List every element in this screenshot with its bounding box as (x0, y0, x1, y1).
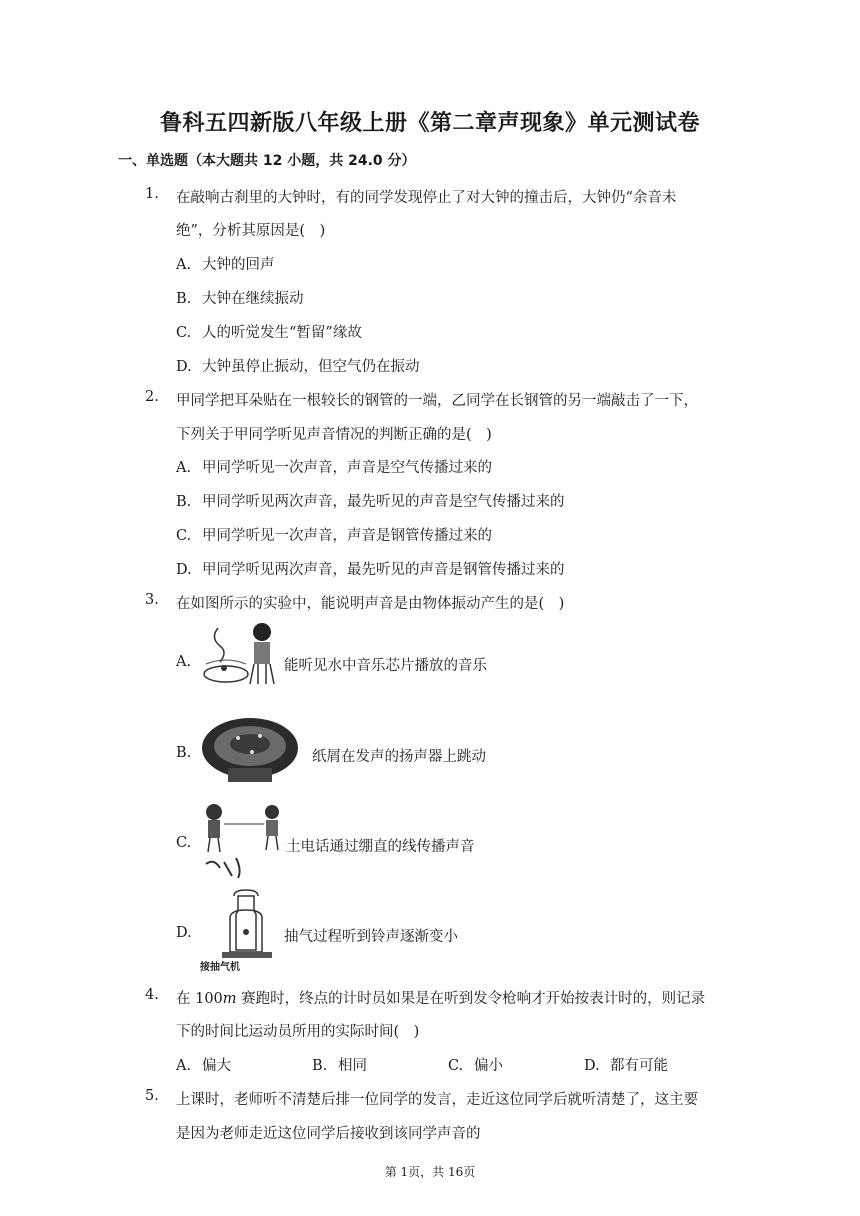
option-text: 甲同学听见一次声音，声音是空气传播过来的 (202, 460, 492, 476)
question-number: 2. (145, 389, 159, 405)
question-text-part: 赛跑时，终点的计时员如果是在听到发令枪响才开始按表计时的，则记录 (236, 991, 706, 1007)
option-letter: A. (176, 257, 192, 273)
option-text: 相同 (338, 1058, 367, 1074)
music-chip-water-figure (198, 618, 284, 686)
option-b (176, 287, 304, 308)
option-d (176, 558, 565, 579)
option-text: 大钟的回声 (202, 257, 275, 273)
option-text: 偏小 (474, 1058, 503, 1074)
option-letter: C. (176, 528, 192, 544)
string-telephone-figure (198, 800, 288, 886)
option-c (176, 524, 492, 545)
option-a (176, 456, 492, 477)
question-text-part: 在 100 (176, 991, 223, 1007)
option-text: 大钟在继续振动 (202, 291, 304, 307)
option-d (584, 1054, 668, 1075)
option-text: 甲同学听见一次声音，声音是钢管传播过来的 (202, 528, 492, 544)
page-title: 鲁科五四新版八年级上册《第二章声现象》单元测试卷 (159, 111, 700, 136)
option-letter: B. (312, 1058, 328, 1074)
option-text: 纸屑在发声的扬声器上跳动 (312, 749, 486, 765)
option-letter: B. (176, 291, 192, 307)
option-letter: A. (176, 460, 192, 476)
option-letter: C. (448, 1058, 464, 1074)
figure-caption: 接抽气机 (200, 962, 240, 973)
option-text: 抽气过程听到铃声逐渐变小 (284, 929, 458, 945)
speaker-paper-scraps-figure (198, 708, 306, 788)
question-text-line: 下的时间比运动员所用的实际时间( ) (176, 1024, 420, 1040)
option-letter: D. (176, 925, 192, 941)
option-text: 土电话通过绷直的线传播声音 (286, 839, 475, 855)
option-letter: C. (176, 325, 192, 341)
question-text-line: 下列关于甲同学听见声音情况的判断正确的是( ) (176, 427, 492, 443)
option-b (312, 1054, 367, 1075)
question-text-line: 是因为老师走近这位同学后接收到该同学声音的 (176, 1126, 481, 1142)
option-text: 人的听觉发生“暂留”缘故 (202, 325, 362, 341)
question-number: 5. (145, 1088, 159, 1104)
option-letter: B. (176, 494, 192, 510)
option-a (176, 1054, 231, 1075)
question-text-line: 在敲响古刹里的大钟时，有的同学发现停止了对大钟的撞击后，大钟仍“余音未 (176, 190, 677, 206)
question-text-line: 甲同学把耳朵贴在一根较长的钢管的一端，乙同学在长钢管的另一端敲击了一下， (176, 393, 698, 409)
option-text: 大钟虽停止振动，但空气仍在振动 (202, 359, 420, 375)
question-number: 3. (145, 592, 159, 608)
option-a (176, 253, 275, 274)
option-text: 甲同学听见两次声音，最先听见的声音是钢管传播过来的 (202, 562, 565, 578)
option-d (176, 355, 420, 376)
option-text: 甲同学听见两次声音，最先听见的声音是空气传播过来的 (202, 494, 565, 510)
option-c (448, 1054, 503, 1075)
page-footer: 第 1页，共 16页 (384, 1165, 476, 1179)
question-text-line: 上课时，老师听不清楚后排一位同学的发言，走近这位同学后就听清楚了，这主要 (176, 1092, 698, 1108)
question-number: 1. (145, 186, 159, 202)
option-letter: C. (176, 835, 192, 851)
option-b (176, 490, 565, 511)
option-letter: A. (176, 654, 192, 670)
option-letter: D. (584, 1058, 600, 1074)
option-letter: A. (176, 1058, 192, 1074)
option-c (176, 321, 362, 342)
question-unit: m (222, 991, 237, 1007)
section-heading: 一、单选题（本大题共 12 小题，共 24.0 分） (118, 153, 416, 169)
option-text: 能听见水中音乐芯片播放的音乐 (284, 658, 487, 674)
option-text: 都有可能 (610, 1058, 668, 1074)
question-text-line (176, 987, 705, 1008)
option-letter: B. (176, 745, 192, 761)
option-text: 偏大 (202, 1058, 231, 1074)
option-letter: D. (176, 562, 192, 578)
question-text-line: 在如图所示的实验中，能说明声音是由物体振动产生的是( ) (176, 596, 565, 612)
question-number: 4. (145, 987, 159, 1003)
option-letter: D. (176, 359, 192, 375)
question-text-line: 绝”，分析其原因是( ) (176, 223, 326, 239)
